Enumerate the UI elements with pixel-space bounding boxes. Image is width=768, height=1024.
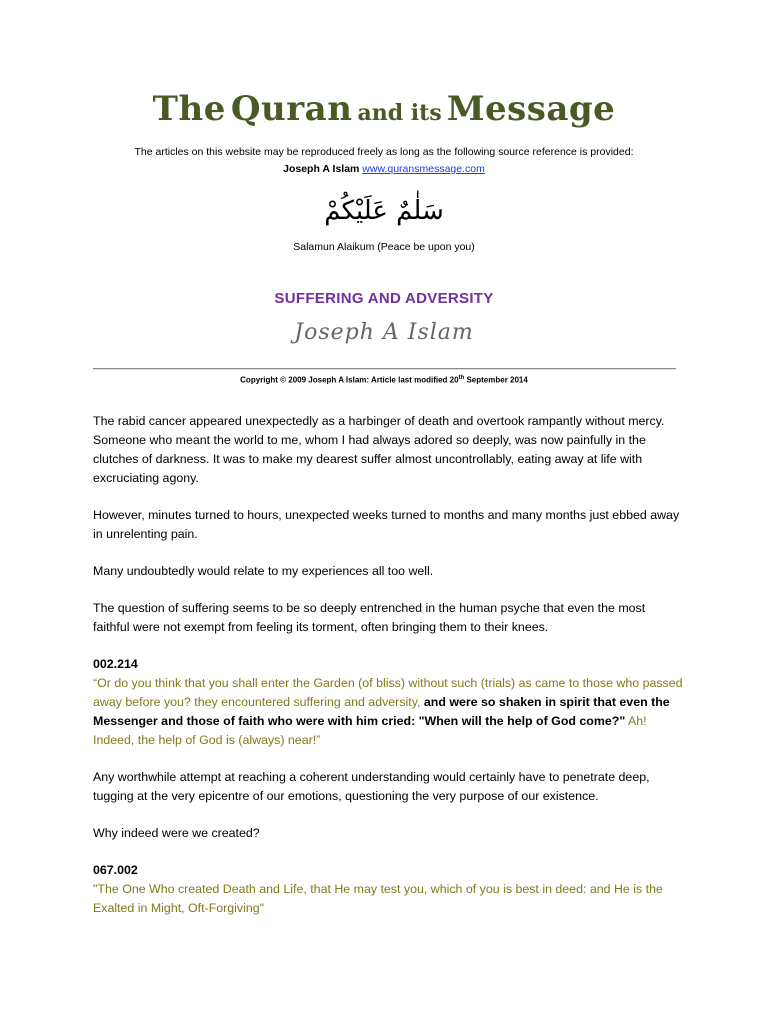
verse-quote: "The One Who created Death and Life, that He may test you, which of you is best in deed: and He is the Exalted in Might, Oft-Forgiving" bbox=[93, 882, 663, 915]
verse-part: Ah! Indeed, the help of God is (always) near!” bbox=[93, 714, 647, 747]
arabic-salutation: سَلٰمٌ عَلَيْكُمْ bbox=[324, 196, 444, 226]
masthead-message: Message bbox=[446, 89, 616, 129]
paragraph: The question of suffering seems to be so deeply entrenched in the human psyche that even the most faithful were not exempt from feeling its torment, often bringing them to their knees. bbox=[93, 601, 646, 634]
notice-text: The articles on this website may be reproduced freely as long as the following source reference is provided: bbox=[134, 146, 634, 158]
paragraph: The rabid cancer appeared unexpectedly as a harbinger of death and overtook rampantly without mercy. Someone who meant the world to me, whom I had always adored so deeply, was now painfully in the clutches of darkness. It was to make my dearest suffer almost uncontrollably, eating away at life with excruciating agony. bbox=[93, 414, 665, 485]
verse-quote bbox=[93, 674, 683, 750]
copyright-sup: th bbox=[458, 375, 465, 381]
reproduction-notice bbox=[0, 144, 768, 178]
copyright-date: September 2014 bbox=[464, 375, 528, 385]
masthead-the: The bbox=[152, 89, 226, 129]
paragraph: Many undoubtedly would relate to my experiences all too well. bbox=[93, 564, 434, 578]
verse-reference: 067.002 bbox=[93, 863, 138, 877]
article-title: SUFFERING AND ADVERSITY bbox=[274, 290, 494, 307]
author-signature: Joseph A Islam bbox=[294, 320, 474, 345]
paragraph: However, minutes turned to hours, unexpected weeks turned to months and many months just ebbed away in unrelenting pain. bbox=[93, 508, 680, 541]
site-masthead bbox=[0, 89, 768, 129]
article-body bbox=[93, 412, 683, 936]
paragraph: Any worthwhile attempt at reaching a coherent understanding would certainly have to penetrate deep, tugging at the very epicentre of our emotions, questioning the very purpose of our existence. bbox=[93, 770, 650, 803]
verse-emphasis: and were so shaken in spirit that even the Messenger and those of faith who were with him cried: "When will the help of God come?" bbox=[93, 695, 670, 728]
masthead-and-its: and its bbox=[357, 100, 442, 126]
verse-reference: 002.214 bbox=[93, 657, 138, 671]
salutation-translation: Salamun Alaikum (Peace be upon you) bbox=[293, 241, 475, 253]
copyright-text: Copyright © 2009 Joseph A Islam: Article last modified 20 bbox=[240, 375, 459, 385]
verse-part: “Or do you think that you shall enter the Garden (of bliss) without such (trials) as came to those who passed away before you? they encountered suffering and adversity, bbox=[93, 676, 683, 709]
masthead-quran: Quran bbox=[230, 89, 353, 129]
divider bbox=[93, 368, 676, 370]
website-link[interactable]: www.quransmessage.com bbox=[362, 163, 485, 175]
notice-author: Joseph A Islam bbox=[283, 163, 360, 175]
paragraph: Why indeed were we created? bbox=[93, 826, 260, 840]
copyright-line bbox=[0, 375, 768, 385]
